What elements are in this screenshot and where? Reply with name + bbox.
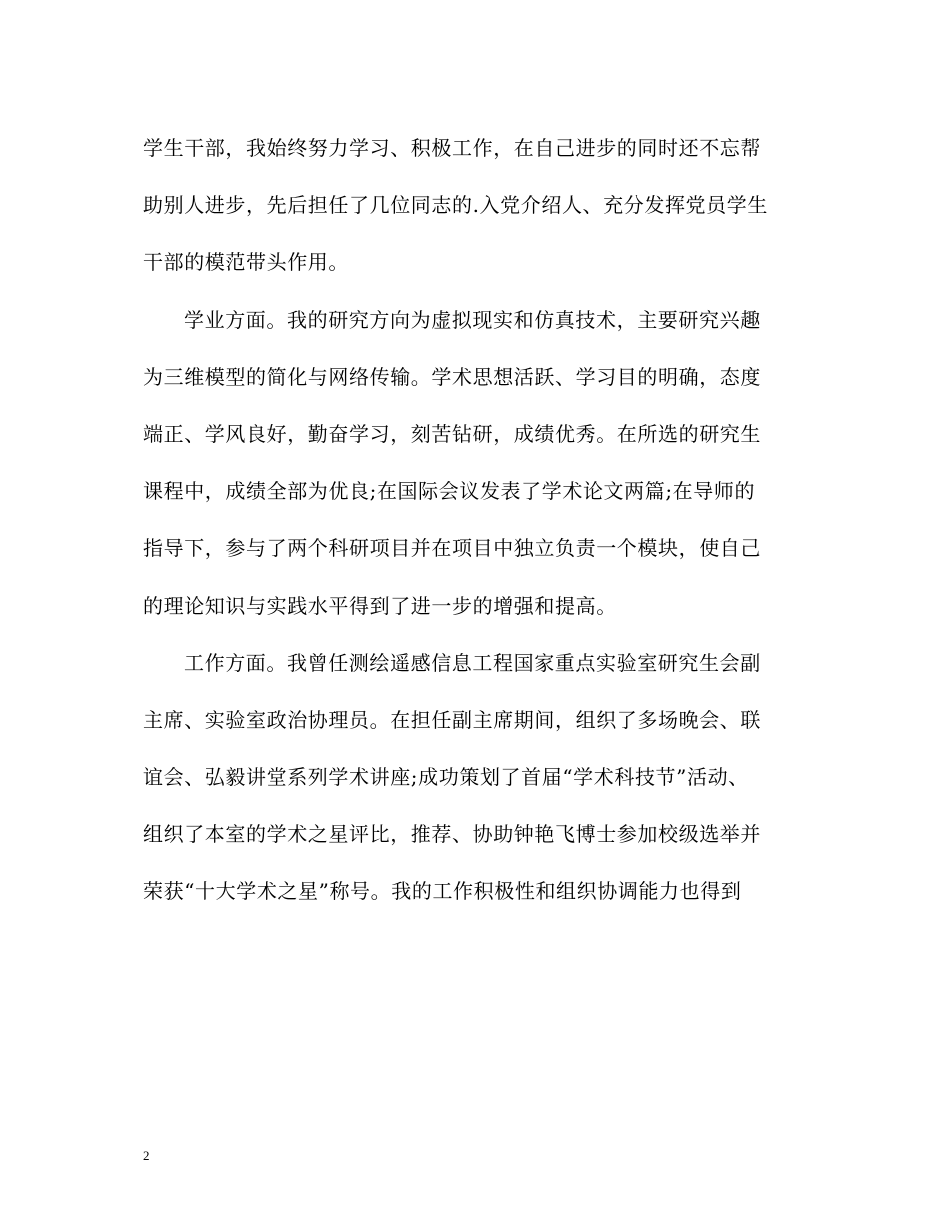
text-line: 组织了本室的学术之星评比，推荐、协助钟艳飞博士参加校级选举并 [143, 822, 761, 847]
text-line: 学生干部，我始终努力学习、积极工作，在自己进步的同时还不忘帮 [143, 136, 761, 160]
text-line: 课程中，成绩全部为优良;在国际会议发表了学术论文两篇;在导师的 [143, 479, 756, 504]
document-body [143, 120, 808, 921]
text-line: 干部的模范带头作用。 [143, 250, 349, 275]
paragraph-start-line: 工作方面。我曾任测绘遥感信息工程国家重点实验室研究生会副 [184, 650, 761, 675]
text-line: 指导下，参与了两个科研项目并在项目中独立负责一个模块，使自己 [143, 536, 761, 561]
paragraph-start-line: 学业方面。我的研究方向为虚拟现实和仿真技术，主要研究兴趣 [184, 307, 761, 332]
text-line: 为三维模型的简化与网络传输。学术思想活跃、学习目的明确，态度 [143, 364, 761, 389]
page-number: 2 [143, 1148, 150, 1163]
text-line: 荣获“十大学术之星”称号。我的工作积极性和组织协调能力也得到 [143, 879, 742, 904]
text-line: 助别人进步，先后担任了几位同志的.入党介绍人、充分发挥党员学生 [143, 193, 768, 218]
text-line: 谊会、弘毅讲堂系列学术讲座;成功策划了首届“学术科技节”活动、 [143, 765, 749, 790]
text-line: 端正、学风良好，勤奋学习，刻苦钻研，成绩优秀。在所选的研究生 [143, 421, 761, 446]
text-line: 的理论知识与实践水平得到了进一步的增强和提高。 [143, 593, 617, 618]
text-line: 主席、实验室政治协理员。在担任副主席期间，组织了多场晚会、联 [143, 707, 761, 732]
